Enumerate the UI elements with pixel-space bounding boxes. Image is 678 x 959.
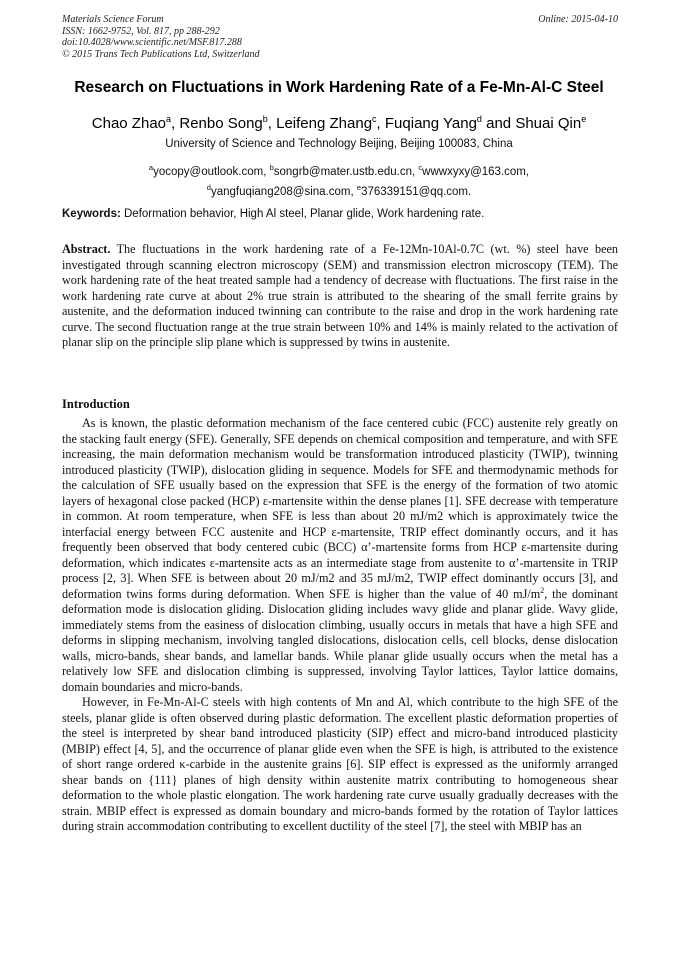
author-name: Fuqiang Yang [384,115,477,132]
email-sup: e [356,182,362,192]
abstract [62,242,618,351]
email-a: yocopy@outlook.com, [153,165,267,178]
paper-title: Research on Fluctuations in Work Hardening Rate of a Fe-Mn-Al-C Steel [74,79,604,96]
introduction-body [62,416,618,835]
author-name: Shuai Qin [515,115,582,132]
keywords-label: Keywords: [62,208,121,220]
author-emails [40,160,638,200]
online-date: Online: 2015-04-10 [538,14,618,25]
author-name: Leifeng Zhang [276,115,373,132]
affiliation: University of Science and Technology Beijing, Beijing 100083, China [165,138,513,150]
paragraph: However, in Fe-Mn-Al-C steels with high contents of Mn and Al, which contribute to the high SFE of the steels, planar glide is often observed during plastic deformation. The excellent plastic deformation properties of the steel is interpreted by shear band introduced plasticity (SIP) effect and micro-band introduced plasticity (MBIP) effect [4, 5], and the occurrence of planar glide even when the SFE is high, is attributed to the existence of short range ordered κ-carbide in the austenite grains [6]. SIP effect is expressed as the uniformly arranged shear bands on {111} planes of high density within austenite matrix contributing to homogeneous shear deformation to the whole plastic elongation. The work hardening rate curve usually gradually decreases with the strain. MBIP effect is expressed as domain boundary and micro-bands formed by the rotation of Taylor lattices during strain accommodation contributing to excellent ductility of the steel [7], the steel with MBIP has an [62,695,618,833]
journal-header [62,14,618,60]
paragraph-text: As is known, the plastic deformation mechanism of the face centered cubic (FCC) austenite rely greatly on the stacking fault energy (SFE). Generally, SFE depends on chemical composition and temperature, and with SFE increasing, the main deformation mechanism would be transformation introduced plasticity (TWIP), twinning introduced plasticity (TWIP), dislocation gliding in sequence. Models for SFE and thermodynamic methods for the calculation of SFE usually based on the expression that SFE is the energy of the formation of two atomic layers of hexagonal close packed (HCP) ε-martensite within the dense planes [1]. SFE decrease with temperature in common. At room temperature, when SFE is less than about 20 mJ/m2 which is approximately twice the interfacial energy between FCC austenite and HCP ε-martensite, TRIP effect dominantly occurs, and it has frequently been observed that body centered cubic (BCC) α’-martensite forms from HCP ε-martensite during deformation, which indicates ε-martensite acts as an intermediate stage from austenite to α’-martensite in TRIP process [2, 3]. When SFE is between about 20 mJ/m2 and 35 mJ/m2, TWIP effect dominantly occurs [3], and deformation twins forms during deformation. When SFE is higher than the value of 40 mJ/m [62,416,618,601]
email-sup: b [269,163,274,172]
email-sup: d [206,182,211,192]
paragraph [62,416,618,695]
section-heading-introduction: Introduction [62,397,130,411]
author-sup: a [166,114,172,124]
abstract-text: The fluctuations in the work hardening rate of a Fe-12Mn-10Al-0.7C (wt. %) steel have been investigated through scanning electron microscopy (SEM) and transmission electron microscopy (TEM). The work hardening rate of the heat treated sample had a tendency of decrease with fluctuations. The first raise in the work hardening rate curve at about 2% true strain is attributed to the shearing of the small ferrite grains by austenite, and the deformation induced twinning can contribute to the raise and drop in the work hardening rate curve. The second fluctuation range at the true strain between 10% and 14% is mainly related to the activation of planar slip on the principle slip plane which is suppressed by twins in austenite. [62,242,619,349]
journal-name: Materials Science Forum [62,14,164,25]
email-b: songrb@mater.ustb.edu.cn, [273,165,416,178]
author-sup: e [581,114,587,124]
keywords [62,208,618,220]
author-name: Renbo Song [179,115,263,132]
author-sup: d [476,114,482,124]
keywords-text: Deformation behavior, High Al steel, Planar glide, Work hardening rate. [124,208,485,220]
email-c: wwwxyxy@163.com, [422,165,530,178]
author-list: Chao Zhao$^a$, Renbo Song$^b$, Leifeng Zhang$^c$, Fuqiang Yang$^d$ and Shuai Qin$^e$ [91,114,587,132]
author-sup: c [372,114,377,124]
email-e: 376339151@qq.com. [361,185,472,198]
doi-line: doi:10.4028/www.scientific.net/MSF.817.288 [62,37,242,48]
email-sup: c [418,163,423,172]
email-d: yangfuqiang208@sina.com, [210,185,354,198]
copyright-line: © 2015 Trans Tech Publications Ltd, Switzerland [62,48,260,60]
abstract-label: Abstract. [62,242,111,256]
superscript: 2 [540,585,545,595]
email-line-1 [40,160,638,180]
author-name: Chao Zhao [91,115,166,132]
email-sup: a [148,163,154,172]
paragraph-text: , the dominant deformation mode is dislocation gliding. Dislocation gliding includes wavy glide and planar glide. Wavy glide, immediately stems from the easiness of dislocation climbing, usually occurs in metals that have a high SFE and deforms in slipping mechanism, involving tangled dislocations, dislocation cells, cell blocks, dense dislocation walls, micro-bands, shear bands, and lamellar bands. While planar glide usually occurs when the metal has a relatively low SFE and dislocation climbing is suppressed, involving Taylor lattices, Taylor lattice domains, domain boundaries and micro-bands. [62,586,618,694]
issn-line: ISSN: 1662-9752, Vol. 817, pp 288-292 [62,25,220,37]
author-sup: b [262,114,268,124]
email-line-2 [40,180,638,200]
